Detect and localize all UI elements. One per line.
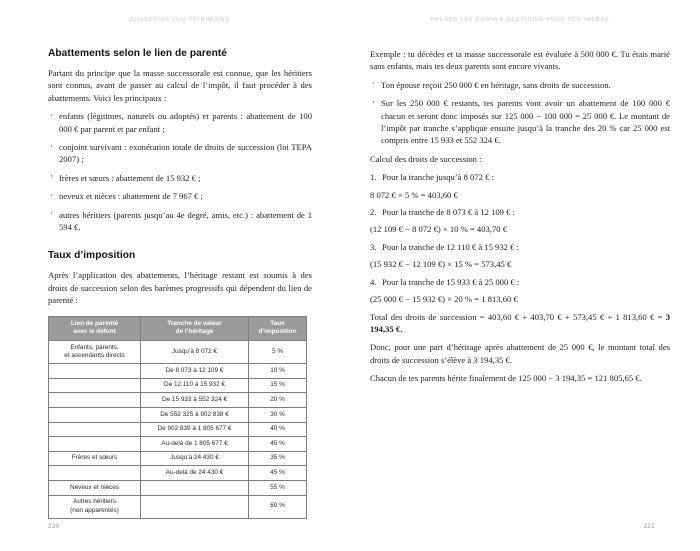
table-row (49, 393, 307, 408)
cell-lien: Frères et sœurs (49, 451, 141, 466)
example-bullet-list (370, 79, 670, 147)
header-line: avec le défunt (73, 328, 116, 336)
list-item: · Sur les 250 000 € restants, tes parents vont avoir un abattement de 100 000 € chacun et seront donc imposés sur 125 000 − 100 000 = 25 000 €. Le montant de l’impôt par tranche s’applique ensuite jusqu’à la tranche des 20 % car 25 000 est compris entre 15 933 et 552 324 €. (370, 97, 670, 147)
table-body (49, 341, 307, 519)
table-row (49, 408, 307, 423)
table-row (49, 341, 307, 364)
column-header-taux-imposition (249, 316, 307, 340)
header-line: de l’héritage (175, 328, 214, 336)
cell-tranche: Au-delà de 1 805 677 € (141, 437, 249, 452)
cell-tranche: Jusqu’à 24 430 € (141, 451, 249, 466)
inheritance-tax-rates-table (48, 316, 307, 519)
abattements-intro-paragraph: Partant du principe que la masse successorale est connue, que les héritiers sont connus, avant de passer au calcul de l’impôt, il faut procéder à des abattements. Voici les principaux : (48, 68, 312, 103)
table-row (49, 422, 307, 437)
cell-tranche (141, 495, 249, 518)
cell-lien (49, 341, 141, 364)
header-line: Taux (270, 320, 285, 328)
table-row (49, 481, 307, 496)
step-number: 2. (370, 207, 377, 218)
list-item: · Ton épouse reçoit 250 000 € en héritage, sans droits de succession. (370, 79, 670, 91)
page-number-left: 220 (48, 523, 60, 530)
calc-step-3-label (370, 241, 670, 253)
running-head-right: PRENDS LES BONNES DÉCISIONS POUR TES IMPÔTS (430, 17, 610, 23)
cell-line: Autres héritiers (73, 498, 116, 506)
cell-taux: 30 % (249, 408, 307, 423)
table-row (49, 495, 307, 518)
cell-line: et ascendants directs (64, 352, 125, 360)
calc-step-3-equation: (15 932 € − 12 109 €) × 15 % = 573,45 € (370, 259, 512, 270)
calc-step-4-equation: (25 000 € − 15 932 €) × 20 % = 1 813,60 € (370, 294, 518, 305)
cell-lien (49, 393, 141, 408)
step-text: Pour la tranche de 12 110 € à 15 932 € : (382, 241, 519, 252)
table-row (49, 364, 307, 379)
cell-taux: 5 % (249, 341, 307, 364)
section-title-abattements: Abattements selon le lien de parenté (48, 48, 227, 59)
column-header-tranche-de-valeur (141, 316, 249, 340)
cell-line: Enfants, parents, (70, 343, 119, 351)
list-item: · autres héritiers (parents jusqu’au 4e degré, amis, etc.) : abattement de 1 594 €. (48, 209, 312, 234)
step-text: Pour la tranche de 8 073 € à 12 109 € : (382, 207, 515, 218)
cell-taux: 10 % (249, 364, 307, 379)
cell-lien (49, 495, 141, 518)
running-head-left: CONSTRUIS TON PATRIMOINE (129, 17, 231, 23)
cell-lien: Neveux et nièces (49, 481, 141, 496)
calc-step-1-equation: 8 072 € × 5 % = 403,60 € (370, 189, 458, 200)
header-line: Lien de parenté (70, 320, 119, 328)
list-item: · enfants (légitimes, naturels ou adoptés) et parents : abattement de 100 000 € par parent et par enfant ; (48, 110, 312, 135)
cell-taux: 20 % (249, 393, 307, 408)
step-number: 3. (370, 241, 377, 252)
right-page-body (370, 23, 670, 385)
cell-tranche: Au-delà de 24 430 € (141, 466, 249, 481)
cell-taux: 45 % (249, 437, 307, 452)
cell-taux: 60 % (249, 495, 307, 518)
example-intro-paragraph: Exemple : tu décèdes et ta masse successorale est évaluée à 500 000 €. Tu étais marié sans enfants, mais tes deux parents sont encore vivants. (370, 49, 670, 72)
list-item: · neveux et nièces : abattement de 7 967 € ; (48, 190, 312, 202)
total-paragraph (370, 311, 670, 336)
cell-lien (49, 408, 141, 423)
cell-taux: 40 % (249, 422, 307, 437)
cell-lien (49, 466, 141, 481)
header-line: d’imposition (258, 328, 297, 336)
cell-taux: 15 % (249, 378, 307, 393)
cell-lien (49, 378, 141, 393)
cell-lien (49, 364, 141, 379)
step-number: 1. (370, 172, 377, 183)
cell-lien (49, 422, 141, 437)
cell-tranche: De 12 110 à 15 932 € (141, 378, 249, 393)
total-amount-value: 3 194,35 €. (370, 311, 670, 334)
calc-step-4-label (370, 276, 670, 288)
list-item: · frères et sœurs : abattement de 15 932 € ; (48, 172, 312, 184)
page-number-right: 221 (643, 523, 655, 530)
table-row (49, 437, 307, 452)
calc-step-2-label (370, 206, 670, 218)
cell-tranche: Jusqu’à 8 072 € (141, 341, 249, 364)
conclusion-paragraph-2: Chacun de tes parents hérite finalement de 125 000 − 3 194,35 = 121 805,65 €. (370, 373, 642, 384)
taux-intro-paragraph: Après l’application des abattements, l’héritage restant est soumis à des droits de succession selon des barèmes progressifs qui dépendent du lien de parenté : (48, 270, 312, 306)
header-line: Tranche de valeur (167, 320, 222, 328)
page-right (350, 0, 700, 551)
section-title-taux-imposition: Taux d’imposition (48, 250, 136, 262)
cell-line: (non apparentés) (70, 506, 119, 514)
cell-taux: 45 % (249, 466, 307, 481)
cell-tranche: De 902 839 à 1 805 677 € (141, 422, 249, 437)
cell-taux: 35 % (249, 451, 307, 466)
calc-step-2-equation: (12 109 € − 8 072 €) × 10 % = 403,70 € (370, 224, 507, 235)
cell-tranche: De 8 073 à 12 109 € (141, 364, 249, 379)
cell-taux: 55 % (249, 481, 307, 496)
calc-section-title: Calcul des droits de succession : (370, 153, 482, 164)
cell-tranche: De 15 933 à 552 324 € (141, 393, 249, 408)
column-header-lien-de-parente (49, 316, 141, 340)
cell-tranche (141, 481, 249, 496)
cell-lien (49, 437, 141, 452)
step-text: Pour la tranche jusqu’à 8 072 € : (382, 172, 494, 183)
step-text: Pour la tranche de 15 933 € à 25 000 € : (382, 276, 520, 287)
step-number: 4. (370, 276, 377, 287)
left-page-body (48, 23, 312, 519)
calc-step-1-label (370, 171, 670, 183)
conclusion-paragraph-1: Donc, pour une part d’héritage après abattement de 25 000 €, le montant total des droits de succession s’élève à 3 194,35 €. (370, 342, 670, 365)
cell-tranche: De 552 325 à 902 838 € (141, 408, 249, 423)
table-row (49, 466, 307, 481)
table-row (49, 451, 307, 466)
abattements-bullet-list (48, 110, 312, 233)
table-header-row (49, 316, 307, 340)
list-item: · conjoint survivant : exonération totale de droits de succession (loi TEPA 2007) ; (48, 141, 312, 166)
table-row (49, 378, 307, 393)
total-prefix-text: Total des droits de succession = 403,60 € + 403,70 € + 573,45 € + 1 813,60 € = (370, 311, 666, 322)
